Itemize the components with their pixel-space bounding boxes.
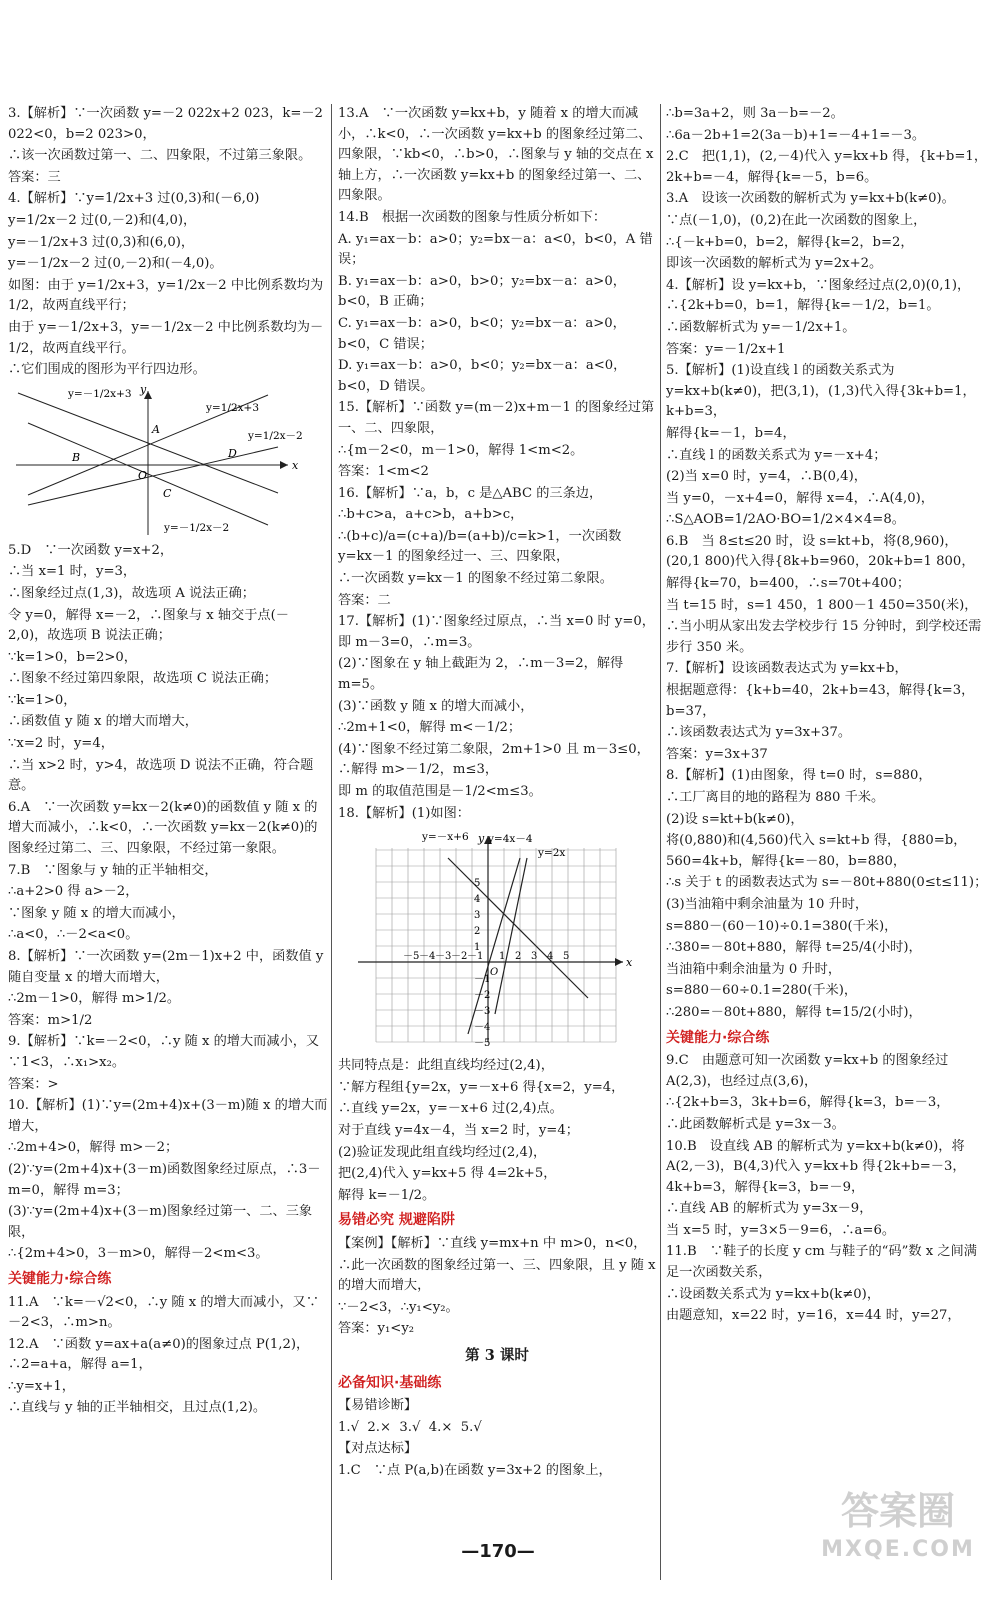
text-line: ∴当 x=1 时，y=3， [8,564,137,580]
text-line: ∴y=x+1， [8,1378,75,1394]
text-line: 7.B ∵图象与 y 轴的正半轴相交， [8,862,218,878]
x-axis-label: x [292,458,299,472]
text-line: (2)验证发现此组直线均经过(2,4)， [338,1144,547,1160]
text-line: 10.【解析】(1)∵y=(2m+4)x+(3－m)随 x 的增大而增大， [8,1098,328,1134]
text-line: 7.【解析】设该函数表达式为 y=kx+b， [666,661,908,677]
text-line: ∴函数解析式为 y=－1/2x+1。 [666,319,856,335]
origin-label: O [138,468,148,482]
text-line: ∴6a－2b+1=2(3a－b)+1=－4+1=－3。 [666,127,926,143]
text-line: 当 y=0，－x+4=0，解得 x=4，∴A(4,0)， [666,490,934,506]
text-line: ∴a+2>0 得 a>－2， [8,884,139,900]
text-line: 4.【解析】设 y=kx+b，∵图象经过点(2,0)(0,1)，∴{2k+b=0，b=1，解得{k=－1/2，b=1。 [666,277,971,314]
text-line: 答案：y=3x+37 [666,746,768,762]
text-line: 9.【解析】∵k=－2<0，∴y 随 x 的增大而减小，又∵1<3，∴x₁>x₂。 [8,1034,320,1070]
section-heading: 关键能力·综合练 [666,1029,770,1046]
text-line: 8.【解析】(1)由图象，得 t=0 时，s=880， [666,768,932,784]
text-line: s=880－60÷0.1=280(千米)， [666,983,858,999]
section-heading: 关键能力·综合练 [8,1270,112,1287]
x-tick-label: －1 [467,951,484,963]
column-rule-2 [660,104,661,1580]
text-line: 即 m 的取值范围是－1/2<m≤3。 [338,784,542,799]
column-2 [338,104,660,1482]
column-1 [8,104,328,1420]
text-line: ∴{m－2<0，m－1>0，解得 1<m<2。 [338,442,584,458]
text-line: 12.A ∵函数 y=ax+a(a≠0)的图象过点 P(1,2)，∴2=a+a，解得 a=1， [8,1336,310,1373]
watermark-url: MXQE.COM [821,1537,975,1562]
text-line: 答案：m>1/2 [8,1012,93,1028]
text-line: ∴当小明从家出发去学校步行 15 分钟时，到学校还需步行 350 米。 [666,619,982,655]
text-line: 答案：三 [8,169,61,185]
text-line: 解得 k=－1/2。 [338,1187,436,1203]
text-line: 13.A ∵一次函数 y=kx+b，y 随着 x 的增大而减小，∴k<0，∴一次函数 y=kx+b 的图象经过第二、四象限，∵kb<0，∴b>0，∴图象与 y 轴的交点在 x 轴上方，∴一次函数 y=kx+b 的图象经过第一、二、四象限。 [338,106,658,204]
text-line: y=－1/2x－2 过(0,－2)和(－4,0)。 [8,256,223,272]
watermark-logo [808,1486,988,1582]
text-line: 16.【解析】∵a，b，c 是△ABC 的三条边， [338,485,603,501]
text-line: 将(0,880)和(4,560)代入 s=kt+b 得，{880=b，560=4k+b，解得{k=－80，b=880， [666,833,967,869]
y-tick-label: 1 [474,942,481,954]
text-line: s=880－(60－10)÷0.1=380(千米)， [666,918,898,934]
text-line: ∴图象经过点(1,3)，故选项 A 说法正确； [8,585,255,601]
text-line: 10.B 设直线 AB 的解析式为 y=kx+b(k≠0)，将 A(2,－3)，B(4,3)代入 y=kx+b 得{2k+b=－3，4k+b=3，解得{k=3，b=－9， [666,1138,969,1195]
y-axis-label: y [478,832,485,846]
text-line: ∴{2k+b=3，3k+b=6，解得{k=3，b=－3， [666,1095,950,1111]
text-line: 5.【解析】(1)设直线 l 的函数关系式为 y=kx+b(k≠0)，把(3,1)，(1,3)代入得{3k+b=1，k+b=3， [666,363,976,420]
point-label: B [72,450,81,464]
text-line: ∴380=－80t+880，解得 t=25/4(小时)， [666,940,922,956]
text-line: y=－1/2x+3 过(0,3)和(6,0)， [8,234,195,250]
text-line: (2)设 s=kt+b(k≠0)， [666,811,804,827]
text-line: 5.D ∵一次函数 y=x+2， [8,542,174,558]
text-line: 8.【解析】∵一次函数 y=(2m－1)x+2 中，函数值 y 随自变量 x 的增大而增大， [8,949,328,985]
text-line: 18.【解析】(1)如图： [338,805,470,821]
text-line: 共同特点是：此组直线均经过(2,4)， [338,1058,554,1074]
line-label: y=4x－4 [488,833,533,846]
text-line: 答案：> [8,1076,59,1092]
text-line: 【案例】【解析】∵直线 y=mx+n 中 m>0，n<0， [338,1235,647,1251]
section-heading: 易错必究 规避陷阱 [338,1212,455,1229]
text-line: (3)当油箱中剩余油量为 10 升时， [666,896,869,912]
text-line: 根据题意得：{k+b=40，2k+b=43，解得{k=3，b=37， [666,683,975,719]
text-line: (2)∵图象在 y 轴上截距为 2，∴m－3=2，解得 m=5。 [338,656,628,693]
text-line: ∴S△AOB=1/2AO·BO=1/2×4×4=8。 [666,512,905,528]
text-line: ∵x=2 时，y=4， [8,736,114,752]
y-tick-label: －5 [474,1038,491,1050]
text-line: 2.C 把(1,1)，(2,－4)代入 y=kx+b 得，{k+b=1，2k+b=－4，解得{k=－5，b=6。 [666,149,988,185]
text-line: ∴当 x>2 时，y>4，故选项 D 说法不正确，符合题意。 [8,757,314,794]
line-label: y=2x [538,847,566,860]
text-line: 如图：由于 y=1/2x+3，y=1/2x－2 中比例系数均为1/2，故两直线平行； [8,277,324,314]
text-line: 17.【解析】(1)∵图象经过原点，∴当 x=0 时 y=0，即 m－3=0，∴m=3。 [338,614,655,650]
text-line: y=1/2x－2 过(0,－2)和(4,0)， [8,212,197,228]
text-line: 6.B 当 8≤t≤20 时，设 s=kt+b，将(8,960)，(20,1 800)代入得{8k+b=960，20k+b=1 800， [666,533,975,570]
text-line: 1.√ 2.× 3.√ 4.× 5.√ [338,1419,482,1435]
y-tick-label: 3 [474,910,481,922]
text-line: ∴此函数解析式是 y=3x－3。 [666,1116,845,1132]
section-heading: 必备知识·基础练 [338,1374,442,1391]
text-line: 【对点达标】 [338,1441,418,1457]
x-tick-label: －5 [403,951,420,963]
text-line: ∵解方程组{y=2x，y=－x+6 得{x=2，y=4， [338,1079,625,1095]
text-line: 【易错诊断】 [338,1398,418,1414]
text-line: 令 y=0，解得 x=－2，∴图象与 x 轴交于点(－2,0)，故选项 B 说法正确； [8,607,289,644]
line-label: y=－1/2x－2 [164,521,230,534]
text-line: ∴280=－80t+880，解得 t=15/2(小时)， [666,1004,922,1020]
text-line: ∴{－k+b=0，b=2，解得{k=2，b=2， [666,234,914,250]
x-tick-label: －3 [435,951,452,963]
text-line: 6.A ∵一次函数 y=kx－2(k≠0)的函数值 y 随 x 的增大而减小，∴k<0，∴一次函数 y=kx－2(k≠0)的图象经过第二、三、四象限，不经过第一象限。 [8,799,318,857]
text-line: (3)∵y=(2m+4)x+(3－m)图象经过第一、二、三象限， [8,1204,313,1240]
x-tick-label: 1 [499,951,506,963]
parallelogram-figure [8,385,308,535]
text-line: (2)∵y=(2m+4)x+(3－m)函数图象经过原点，∴3－m=0，解得 m=3； [8,1161,321,1198]
text-line: D. y₁=ax－b：a>0，b<0；y₂=bx－a：a<0，b<0，D 错误。 [338,358,627,394]
x-tick-label: 3 [531,951,538,963]
text-line: 解得{k=70，b=400，∴s=70t+400； [666,576,911,592]
text-line: 对于直线 y=4x－4，当 x=2 时，y=4； [338,1122,579,1138]
text-line: (3)∵函数 y 随 x 的增大而减小， [338,698,534,714]
watermark-text: 答案圈 [840,1489,955,1533]
text-line: ∴图象不经过第四象限，故选项 C 说法正确； [8,671,278,687]
text-line: ∴2m－1>0，解得 m>1/2。 [8,991,181,1007]
text-line: 由于 y=－1/2x+3，y=－1/2x－2 中比例系数均为－1/2，故两直线平行。 [8,319,324,356]
text-line: 答案：二 [338,592,391,608]
text-line: 15.【解析】∵函数 y=(m－2)x+m－1 的图象经过第一、二、四象限， [338,400,655,436]
text-line: 当 x=5 时，y=3×5－9=6，∴a=6。 [666,1222,896,1238]
y-axis-label: y [140,384,147,396]
column-rule-1 [331,104,332,1580]
text-line: B. y₁=ax－b：a>0，b>0；y₂=bx－a：a>0，b<0，B 正确； [338,273,626,310]
origin-label: O [490,967,499,979]
text-line: 答案：1<m<2 [338,464,429,480]
y-tick-label: －2 [474,990,491,1002]
lesson-title: 第 3 课时 [465,1346,529,1364]
text-line: ∴它们围成的图形为平行四边形。 [8,362,206,378]
x-tick-label: 5 [563,951,570,963]
text-line: 由题意知，x=22 时，y=16，x=44 时，y=27， [666,1308,961,1324]
text-line: ∴b+c>a，a+c>b，a+b>c， [338,507,524,523]
text-line: ∵－2<3，∴y₁<y₂。 [338,1299,459,1315]
text-line: ∴a<0，∴－2<a<0。 [8,927,139,943]
text-line: 即该一次函数的解析式为 y=2x+2。 [666,256,883,272]
text-line: ∴(b+c)/a=(c+a)/b=(a+b)/c=k>1，一次函数 y=kx－1 的图象经过一、三、四象限， [338,528,626,565]
x-axis-label: x [626,956,633,970]
text-line: ∴设函数关系式为 y=kx+b(k≠0)， [666,1286,881,1302]
x-tick-label: 4 [547,951,554,963]
text-line: ∴该函数表达式为 y=3x+37。 [666,725,852,741]
text-line: 14.B 根据一次函数的图象与性质分析如下： [338,209,607,225]
text-line: ∵k=1>0， [8,692,77,708]
text-line: ∴该一次函数过第一、二、四象限，不过第三象限。 [8,148,312,164]
text-line: (4)∵图象不经过第二象限，2m+1>0 且 m－3≤0，∴解得 m>－1/2，m≤3， [338,741,650,778]
text-line: ∵k=1>0，b=2>0， [8,649,137,665]
column-3 [666,104,988,1328]
text-line: ∴s 关于 t 的函数表达式为 s=－80t+880(0≤t≤11)； [666,875,988,891]
text-line: 9.C 由题意可知一次函数 y=kx+b 的图象经过 A(2,3)，也经过点(3,6)， [666,1053,953,1089]
point-label: A [152,422,160,436]
y-tick-label: 2 [474,926,481,938]
text-line: 答案：y₁<y₂ [338,1321,415,1337]
text-line: 11.B ∵鞋子的长度 y cm 与鞋子的“码”数 x 之间满足一次函数关系， [666,1244,977,1281]
x-tick-label: －2 [451,951,468,963]
text-line: ∴直线 y=2x，y=－x+6 过(2,4)点。 [338,1101,563,1117]
text-line: 11.A ∵k=－√2<0，∴y 随 x 的增大而减小，又∵－2<3，∴m>n。 [8,1294,320,1331]
text-line: ∵图象 y 随 x 的增大而减小， [8,905,185,921]
text-line: ∴工厂离目的地的路程为 880 千米。 [666,790,885,805]
y-tick-label: 4 [474,894,481,906]
text-line: ∴2m+1<0，解得 m<－1/2； [338,720,522,736]
text-line: 当油箱中剩余油量为 0 升时， [666,961,842,977]
y-tick-label: －1 [474,974,491,986]
text-line: 当 t=15 时，s=1 450，1 800－1 450=350(米)， [666,597,978,613]
text-line: ∴{2m+4>0，3－m>0，解得－2<m<3。 [8,1246,269,1262]
text-line: ∴此一次函数的图象经过第一、三、四象限，且 y 随 x 的增大而增大， [338,1257,660,1294]
y-tick-label: 5 [474,878,481,890]
text-line: C. y₁=ax－b：a>0，b<0；y₂=bx－a：a>0，b<0，C 错误； [338,315,626,352]
text-line: A. y₁=ax－b：a>0；y₂=bx－a：a<0，b<0，A 错误； [338,231,653,268]
point-label: C [163,486,172,500]
line-label: y=1/2x+3 [206,401,260,414]
line-label: y=1/2x－2 [248,429,303,442]
y-tick-label: －4 [474,1022,491,1034]
line-label: y=－1/2x+3 [68,387,132,400]
grid-lines-figure [338,828,638,1050]
text-line: ∴直线 l 的函数关系式为 y=－x+4； [666,447,887,463]
text-line: 3.【解析】∵一次函数 y=－2 022x+2 023，k=－2 022<0，b=2 023>0， [8,106,328,142]
text-line: ∴函数值 y 随 x 的增大而增大， [8,714,198,730]
x-tick-label: 2 [515,951,522,963]
x-tick-label: －4 [419,951,436,963]
text-line: 3.A 设该一次函数的解析式为 y=kx+b(k≠0)。 [666,191,955,207]
y-tick-label: －3 [474,1006,491,1018]
point-label: D [228,446,237,460]
text-line: ∴一次函数 y=kx－1 的图象不经过第二象限。 [338,571,613,587]
text-line: 解得{k=－1，b=4， [666,425,796,441]
text-line: 1.C ∵点 P(a,b)在函数 y=3x+2 的图象上， [338,1462,612,1478]
text-line: ∵点(－1,0)，(0,2)在此一次函数的图象上， [666,212,927,228]
text-line: ∴b=3a+2，则 3a－b=－2。 [666,106,844,121]
line-label: y=－x+6 [422,831,469,844]
text-line: ∴直线与 y 轴的正半轴相交，且过点(1,2)。 [8,1400,267,1416]
text-line: ∴直线 AB 的解析式为 y=3x－9， [666,1201,873,1217]
text-line: (2)当 x=0 时，y=4，∴B(0,4)， [666,469,867,485]
page-number: —170— [461,1541,535,1562]
text-line: 把(2,4)代入 y=kx+5 得 4=2k+5， [338,1166,557,1182]
text-line: ∴2m+4>0，解得 m>－2； [8,1140,179,1156]
text-line: 4.【解析】∵y=1/2x+3 过(0,3)和(－6,0) [8,191,260,207]
text-line: 答案：y=－1/2x+1 [666,341,786,357]
